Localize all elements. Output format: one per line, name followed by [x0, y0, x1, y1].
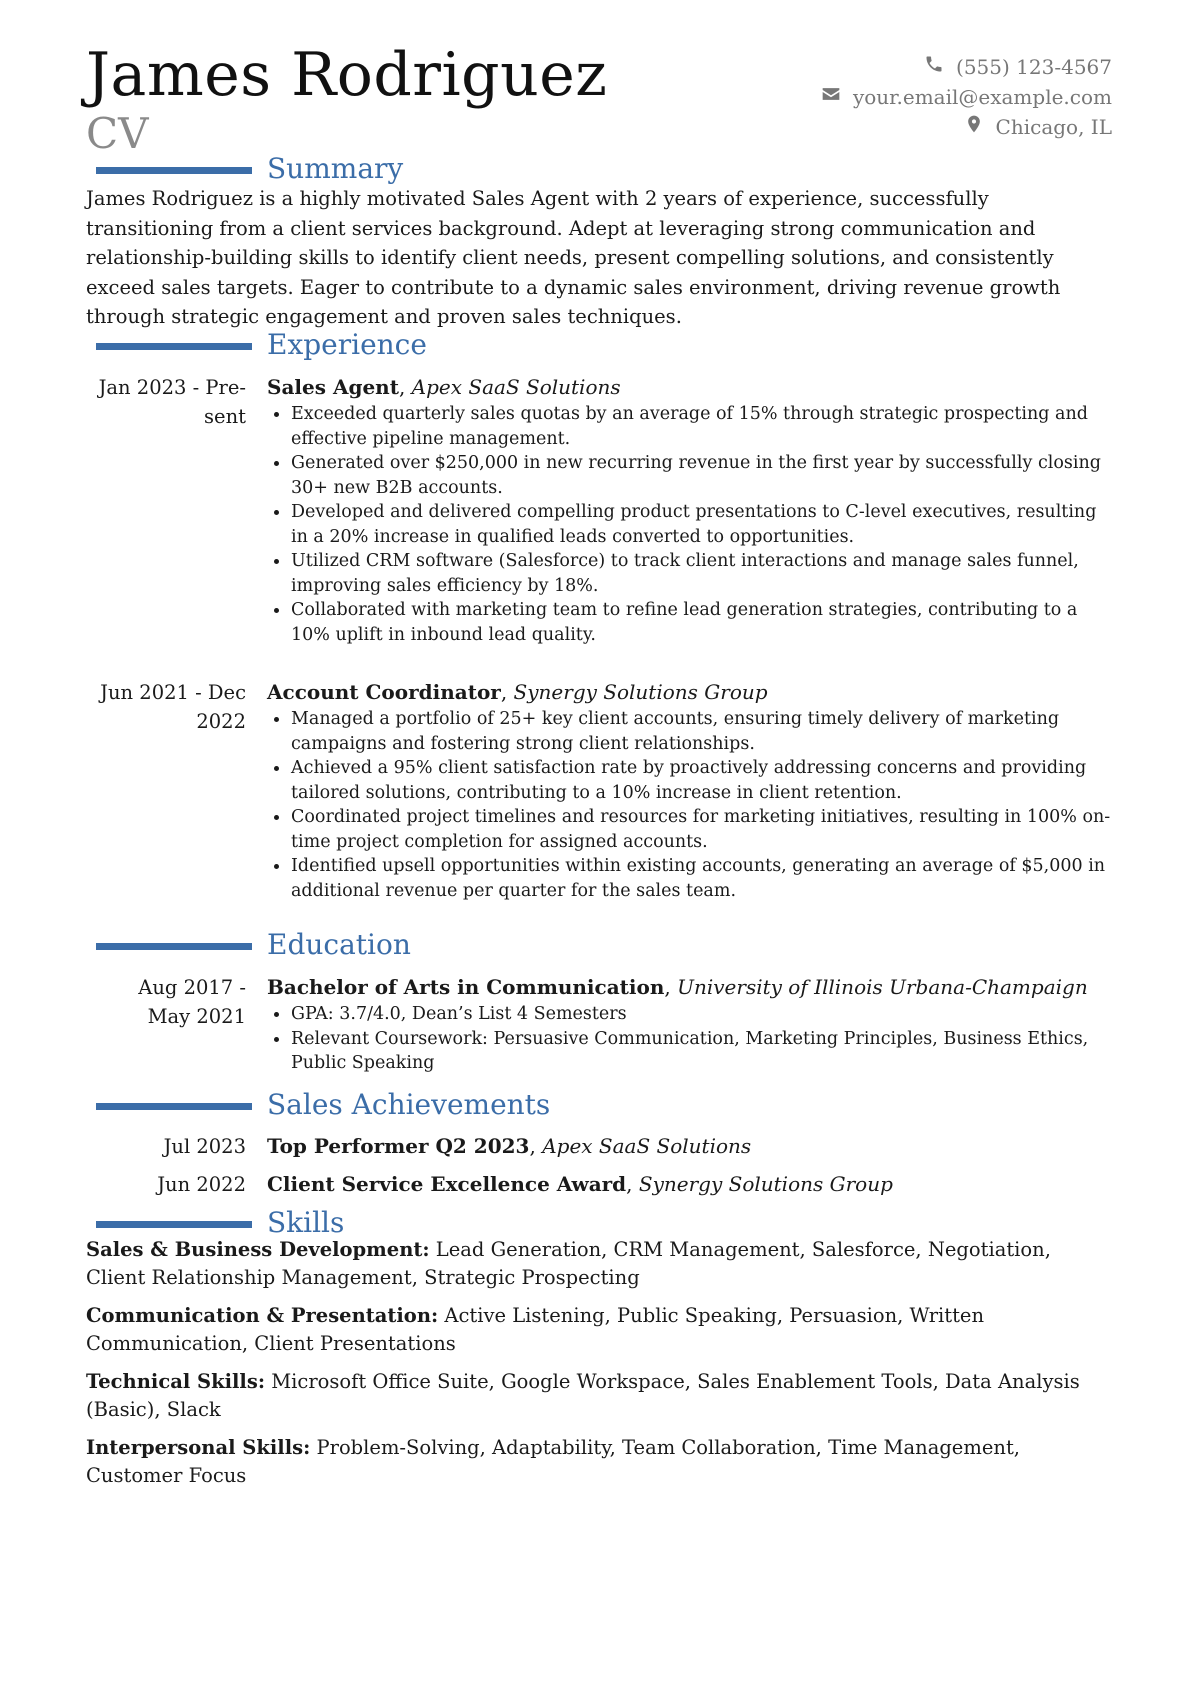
entry-date-line: sent	[204, 405, 246, 428]
skill-values: Lead Generation, CRM Management, Salesforce, Negotiation, Client Relationship Management, Strategic Prospecting	[86, 1238, 1051, 1289]
envelope-icon	[821, 82, 841, 112]
entry-content	[267, 373, 1112, 647]
entry-content	[267, 678, 1112, 903]
degree-title: Bachelor of Arts in Communication	[267, 975, 665, 999]
list-item: Utilized CRM software (Salesforce) to track client interactions and manage sales funnel, improving sales efficiency by 18%.	[291, 549, 1112, 598]
list-item: Relevant Coursework: Persuasive Communication, Marketing Principles, Business Ethics, Public Speaking	[291, 1027, 1112, 1076]
entry-bullets	[267, 707, 1112, 903]
list-item: GPA: 3.7/4.0, Dean’s List 4 Semesters	[291, 1002, 1112, 1027]
award-title: Client Service Excellence Award	[267, 1172, 627, 1196]
entry-date	[86, 678, 246, 736]
section-title: Skills	[267, 1206, 345, 1239]
entry-heading: Sales Agent, Apex SaaS Solutions	[267, 375, 621, 399]
email-address[interactable]: your.email@example.com	[852, 85, 1112, 109]
section-title: Summary	[267, 152, 404, 185]
skill-group	[86, 1368, 1112, 1424]
entry-date-line: 2022	[196, 710, 246, 733]
entry-bullets	[267, 402, 1112, 647]
skill-label: Communication & Presentation:	[86, 1304, 439, 1327]
entry-date-line: May 2021	[147, 1005, 246, 1028]
list-item: Coordinated project timelines and resources for marketing initiatives, resulting in 100% on-time project completion for assigned accounts.	[291, 805, 1112, 854]
institution: University of Illinois Urbana-Champaign	[677, 975, 1088, 999]
entry-content	[267, 1132, 1112, 1161]
contact-location-row	[821, 112, 1112, 142]
job-title: Sales Agent	[267, 375, 399, 399]
phone-number[interactable]: (555) 123-4567	[956, 55, 1112, 79]
contact-info	[821, 52, 1112, 142]
entry-heading: Account Coordinator, Synergy Solutions Group	[267, 680, 768, 704]
employer: Apex SaaS Solutions	[411, 375, 621, 399]
award-org: Apex SaaS Solutions	[542, 1134, 752, 1158]
phone-icon	[924, 52, 944, 82]
skill-group	[86, 1302, 1112, 1358]
document-subtitle: CV	[86, 109, 149, 158]
entry-content	[267, 1170, 1112, 1199]
list-item: Generated over $250,000 in new recurring revenue in the first year by successfully closing 30+ new B2B accounts.	[291, 451, 1112, 500]
list-item: Exceeded quarterly sales quotas by an average of 15% through strategic prospecting and effective pipeline management.	[291, 402, 1112, 451]
skill-label: Interpersonal Skills:	[86, 1436, 311, 1459]
contact-phone-row	[821, 52, 1112, 82]
entry-heading: Client Service Excellence Award, Synergy Solutions Group	[267, 1172, 893, 1196]
section-bar	[96, 1103, 252, 1110]
employer: Synergy Solutions Group	[513, 680, 768, 704]
section-summary	[86, 154, 1112, 188]
list-item: Collaborated with marketing team to refine lead generation strategies, contributing to a 10% uplift in inbound lead quality.	[291, 598, 1112, 647]
list-item: Managed a portfolio of 25+ key client accounts, ensuring timely delivery of marketing campaigns and fostering strong client relationships.	[291, 707, 1112, 756]
summary-text: James Rodriguez is a highly motivated Sales Agent with 2 years of experience, successfully transitioning from a client services background. Adept at leveraging strong communication and relationship-building skills to identify client needs, present compelling solutions, and consistently exceed sales targets. Eager to contribute to a dynamic sales environment, driving revenue growth through strategic engagement and proven sales techniques.	[86, 187, 1061, 328]
skill-group	[86, 1434, 1112, 1490]
candidate-name: James Rodriguez	[86, 40, 608, 110]
section-achievements	[86, 1090, 1112, 1124]
skill-values: Problem-Solving, Adaptability, Team Collaboration, Time Management, Customer Focus	[86, 1436, 1020, 1487]
section-title: Experience	[267, 328, 427, 361]
list-item: Developed and delivered compelling product presentations to C-level executives, resulting in a 20% increase in qualified leads converted to opportunities.	[291, 500, 1112, 549]
section-bar	[96, 343, 252, 350]
section-education	[86, 930, 1112, 964]
section-title: Education	[267, 928, 411, 961]
entry-date: Jun 2022	[157, 1173, 246, 1196]
entry-date	[86, 973, 246, 1031]
map-pin-icon	[964, 112, 984, 142]
section-title: Sales Achievements	[267, 1088, 551, 1121]
entry-heading: Top Performer Q2 2023, Apex SaaS Solutions	[267, 1134, 752, 1158]
entry-date-line: Jan 2023 - Pre-	[98, 376, 246, 399]
skill-group	[86, 1236, 1112, 1292]
entry-content	[267, 973, 1112, 1076]
section-bar	[96, 1221, 252, 1228]
section-bar	[96, 943, 252, 950]
contact-email-row	[821, 82, 1112, 112]
list-item: Achieved a 95% client satisfaction rate by proactively addressing concerns and providing tailored solutions, contributing to a 10% increase in client retention.	[291, 756, 1112, 805]
entry-date-line: Aug 2017 -	[138, 976, 246, 999]
skill-values: Microsoft Office Suite, Google Workspace, Sales Enablement Tools, Data Analysis (Basic), Slack	[86, 1370, 1080, 1421]
entry-date	[86, 373, 246, 431]
location: Chicago, IL	[995, 115, 1112, 139]
entry-heading: Bachelor of Arts in Communication, University of Illinois Urbana-Champaign	[267, 975, 1088, 999]
list-item: Identified upsell opportunities within existing accounts, generating an average of $5,000 in additional revenue per quarter for the sales team.	[291, 854, 1112, 903]
section-experience	[86, 330, 1112, 364]
skills-list	[86, 1236, 1112, 1500]
entry-date: Jul 2023	[163, 1135, 246, 1158]
entry-date-line: Jun 2021 - Dec	[100, 681, 246, 704]
skill-values: Active Listening, Public Speaking, Persuasion, Written Communication, Client Presentations	[86, 1304, 985, 1355]
entry-bullets	[267, 1002, 1112, 1076]
award-org: Synergy Solutions Group	[638, 1172, 893, 1196]
section-bar	[96, 167, 252, 174]
skill-label: Sales & Business Development:	[86, 1238, 430, 1261]
skill-label: Technical Skills:	[86, 1370, 266, 1393]
job-title: Account Coordinator	[267, 680, 501, 704]
award-title: Top Performer Q2 2023	[267, 1134, 530, 1158]
